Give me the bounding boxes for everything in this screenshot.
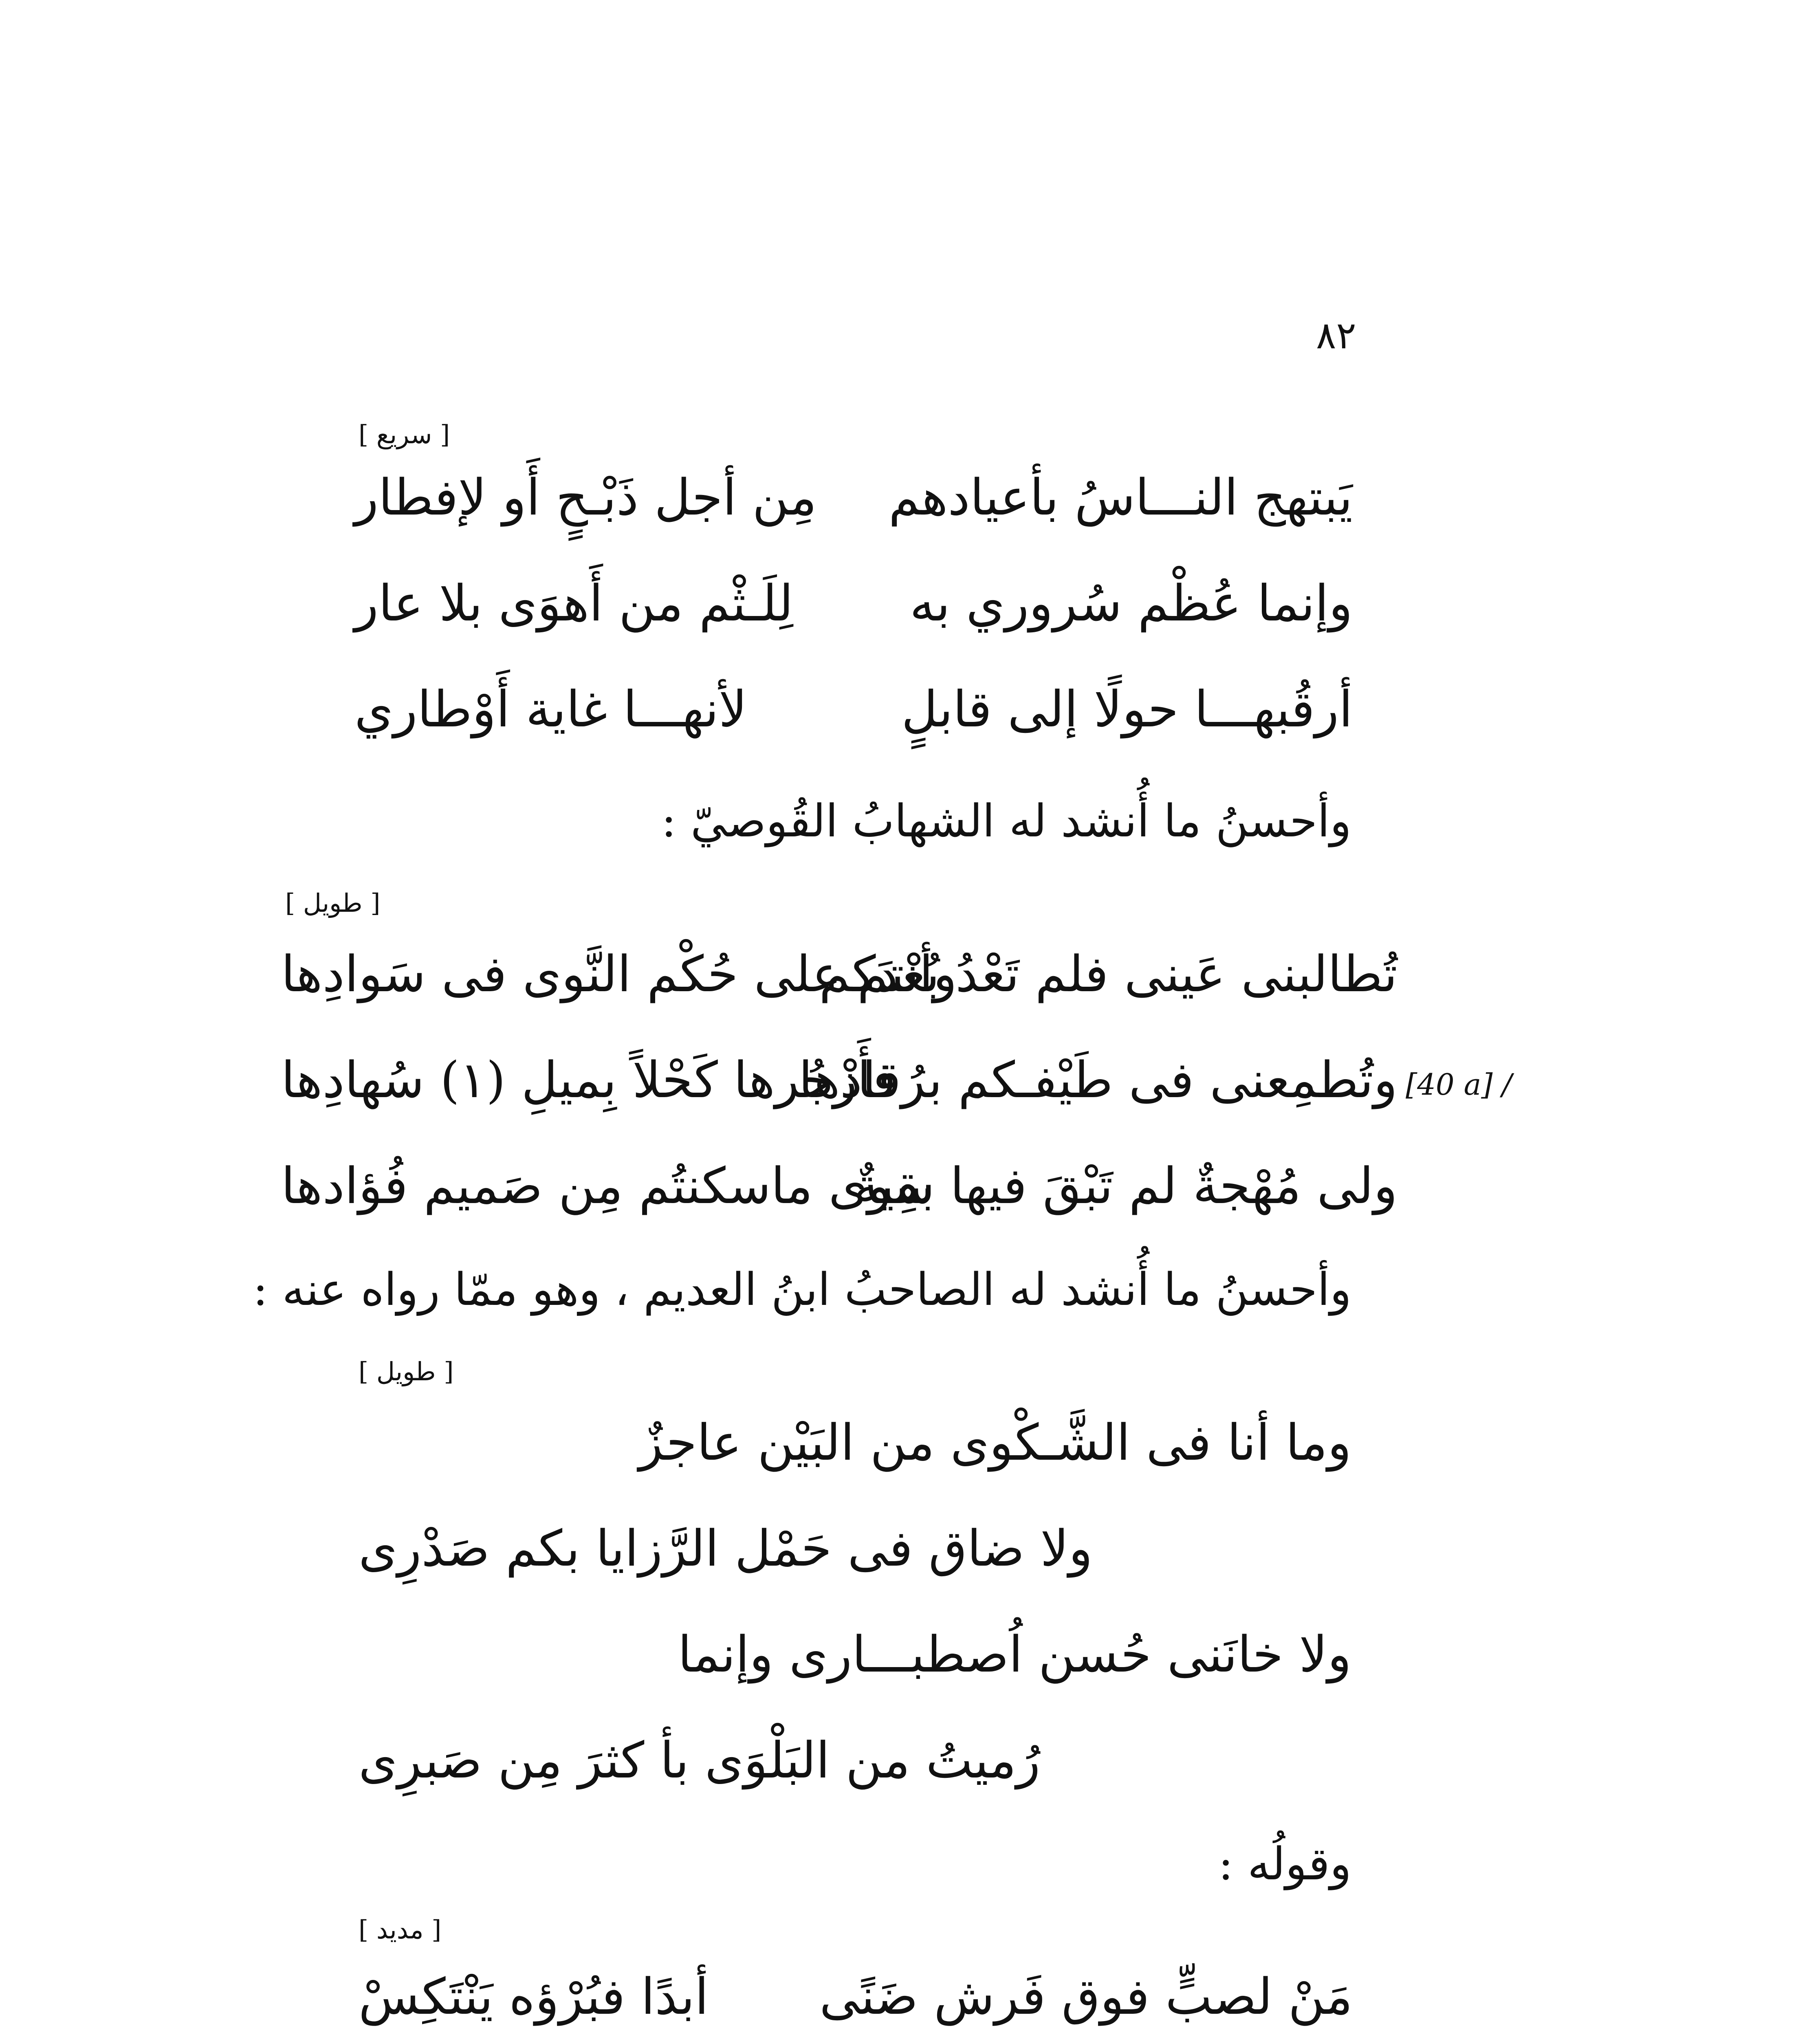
poem-line: ولا ضاق فى حَمْل الرَّزايا بكم صَدْرِى bbox=[359, 1520, 1093, 1577]
verse-first-hemistich: ولى مُهْجةٌ لم تَبْقَ فيها بقيةٌ bbox=[854, 1157, 1397, 1215]
page-number: ٨٢ bbox=[1316, 314, 1356, 357]
verse-first-hemistich: أرقُبهـــا حولًا إلى قابلٍ bbox=[901, 680, 1353, 738]
verse-first-hemistich: مَنْ لصبٍّ فوق فَرش ضَنًى bbox=[819, 1968, 1353, 2026]
meter-label: [ مديد ] bbox=[359, 1915, 442, 1945]
verse-line bbox=[354, 680, 1353, 741]
verse-second-hemistich: مِن أجل ذَبْـحٍ أَو لإفطار bbox=[354, 469, 817, 526]
verse-line bbox=[359, 1968, 1353, 2029]
meter-label: [ طويل ] bbox=[359, 1357, 454, 1386]
verse-second-hemistich: سِوى ماسكنتُم مِن صَميم فُؤادها bbox=[281, 1157, 935, 1215]
verse-line bbox=[281, 1051, 1397, 1112]
margin-folio-note: [40 a] / bbox=[1406, 1067, 1512, 1102]
verse-second-hemistich: لِلَـثْم من أَهوَى بلا عار bbox=[354, 574, 794, 632]
verse-second-hemistich: أبدًا فبُرْؤه يَنْتَكِسْ bbox=[359, 1968, 709, 2026]
verse-second-hemistich: وأنتم على حُكْم النَّوى فى سَوادِها bbox=[281, 945, 957, 1003]
prose-line: وأحسنُ ما أُنشد له الصاحبُ ابنُ العديم ، وهو ممّا رواه عنه : bbox=[253, 1263, 1351, 1315]
verse-second-hemistich: فأَزْجُرها كَحْلاً بِميلِ (١) سُهادِها bbox=[281, 1051, 896, 1109]
verse-line bbox=[281, 945, 1397, 1006]
prose-line: وأحسنُ ما أُنشد له الشهابُ القُوصيّ : bbox=[661, 795, 1351, 847]
verse-line bbox=[354, 574, 1353, 636]
verse-line bbox=[281, 1157, 1397, 1218]
poem-line: ولا خانَنى حُسن اُصطبـــارى وإنما bbox=[678, 1626, 1351, 1683]
poem-line: رُميتُ من البَلْوَى بأ كثرَ مِن صَبرِى bbox=[359, 1731, 1041, 1789]
verse-line bbox=[354, 469, 1353, 530]
meter-label: [ طويل ] bbox=[285, 888, 381, 918]
prose-line: وقولُه : bbox=[1218, 1838, 1351, 1890]
meter-label: [ سريع ] bbox=[359, 420, 450, 449]
verse-first-hemistich: يَبتهج النـــاسُ بأعيادهم bbox=[888, 469, 1353, 526]
verse-first-hemistich: وإنما عُظْم سُروري به bbox=[909, 574, 1353, 632]
verse-first-hemistich: وتُطمِعنى فى طَيْفـكم برُقادها bbox=[799, 1051, 1397, 1109]
verse-first-hemistich: تُطالبنى عَينى فلم تَعْدُ بُعْدَكم bbox=[819, 945, 1397, 1003]
verse-second-hemistich: لأنهـــا غاية أَوْطاري bbox=[354, 680, 747, 738]
poem-line: وما أنا فى الشَّـكْوى من البَيْن عاجزٌ bbox=[638, 1414, 1351, 1472]
